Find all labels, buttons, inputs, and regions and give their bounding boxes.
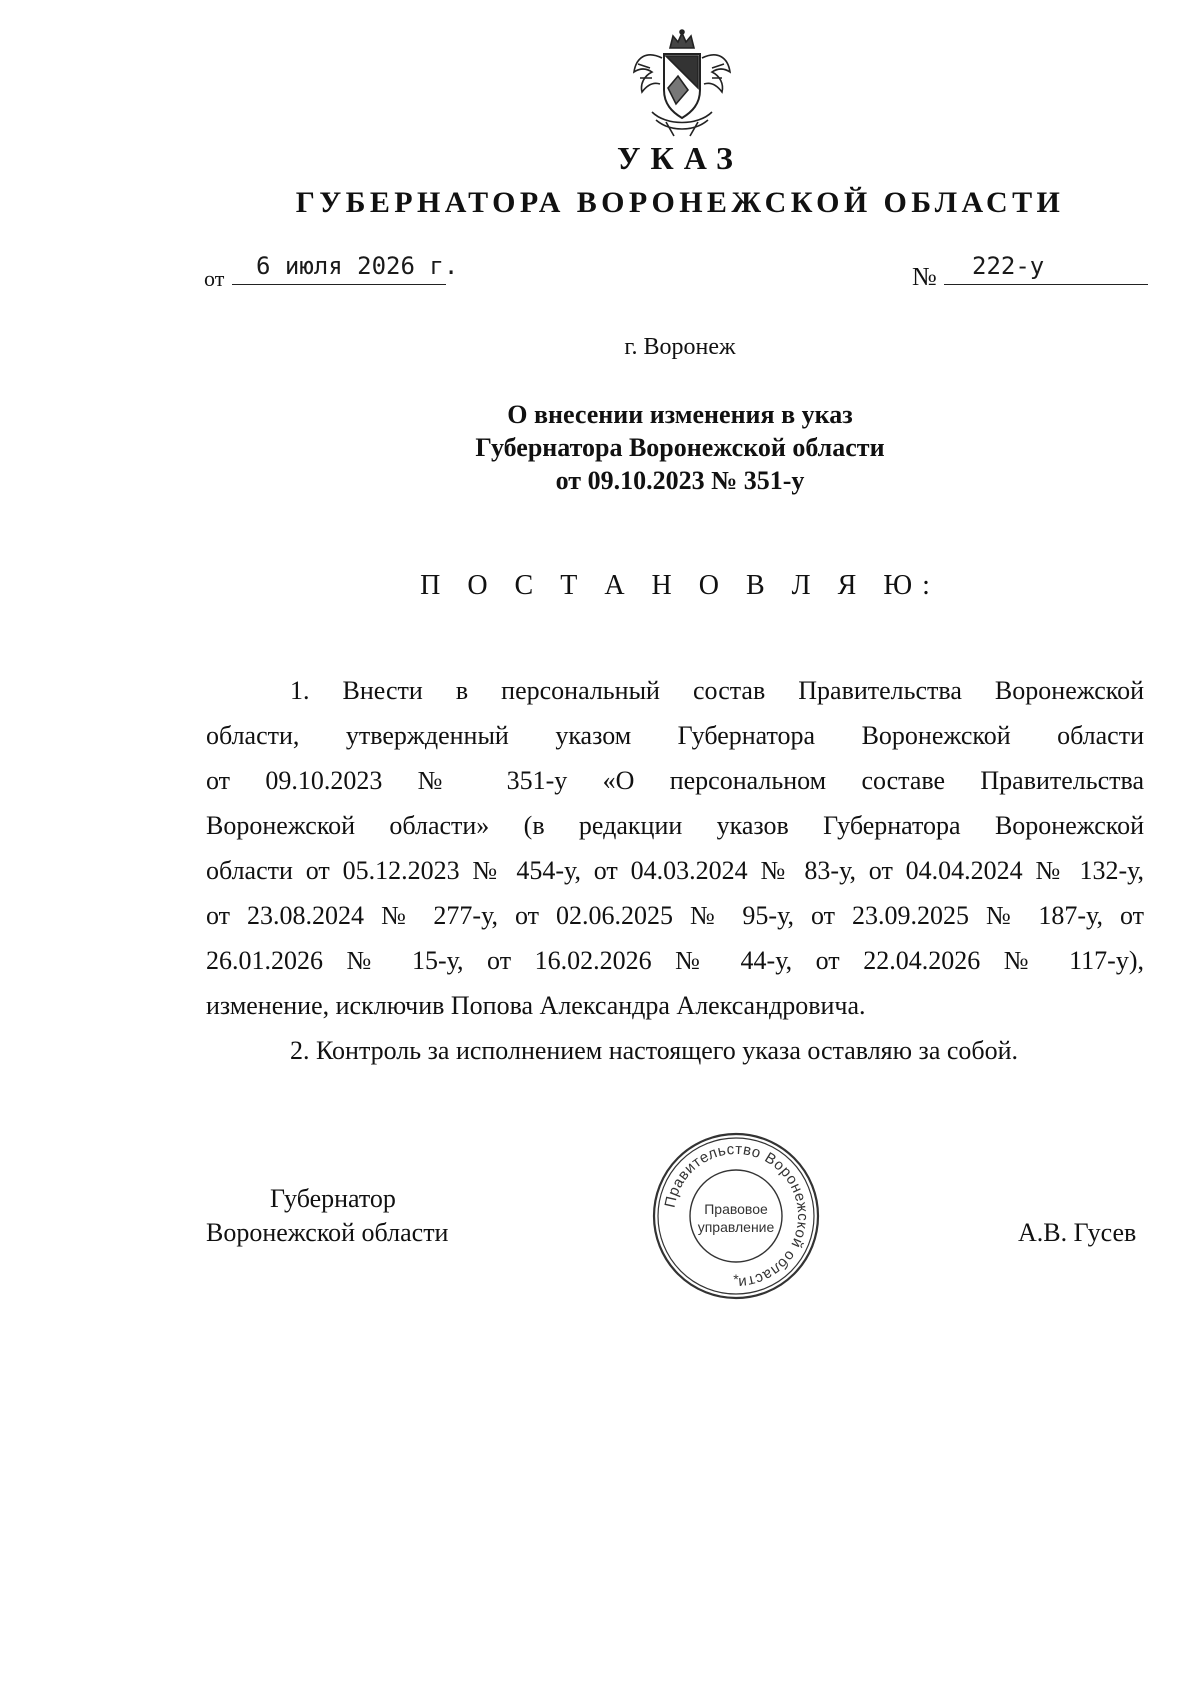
paragraph-line: 1. Внести в персональный состав Правительства Воронежской bbox=[290, 676, 1144, 705]
stamp-star-icon: * bbox=[733, 1271, 739, 1287]
paragraph-line: от 09.10.2023 № 351-у «О персональном составе Правительства bbox=[206, 766, 1144, 795]
number-label: № bbox=[912, 262, 937, 291]
paragraph-2: 2. Контроль за исполнением настоящего указа оставляю за собой. bbox=[290, 1036, 1019, 1065]
position-line-2: Воронежской области bbox=[206, 1218, 449, 1247]
date-value: 6 июля 2026 г. bbox=[256, 252, 459, 280]
subject-line: от 09.10.2023 № 351-у bbox=[555, 466, 805, 495]
city: г. Воронеж bbox=[624, 334, 736, 360]
signatory-position bbox=[206, 1182, 448, 1250]
document-title: УКАЗ bbox=[617, 140, 743, 176]
paragraph-line: Воронежской области» (в редакции указов Губернатора Воронежской bbox=[206, 811, 1144, 840]
coat-of-arms-icon bbox=[626, 28, 738, 140]
date-label: от bbox=[204, 266, 225, 291]
paragraph-line: области от 05.12.2023 № 454-у, от 04.03.2024 № 83-у, от 04.04.2024 № 132-у, bbox=[206, 856, 1144, 885]
stamp-ring-text: Правительство Воронежской области bbox=[661, 1140, 812, 1292]
paragraph-line: от 23.08.2024 № 277-у, от 02.06.2025 № 95-у, от 23.09.2025 № 187-у, от bbox=[206, 901, 1144, 930]
paragraph-line: 26.01.2026 № 15-у, от 16.02.2026 № 44-у, от 22.04.2026 № 117-у), bbox=[206, 946, 1144, 975]
stamp-center-line-1: Правовое bbox=[704, 1201, 768, 1217]
official-stamp bbox=[651, 1131, 821, 1301]
subject-line: О внесении изменения в указ bbox=[507, 400, 853, 429]
stamp-center-line-2: управление bbox=[697, 1219, 775, 1235]
document-subtitle: ГУБЕРНАТОРА ВОРОНЕЖСКОЙ ОБЛАСТИ bbox=[295, 186, 1065, 219]
number-underline bbox=[944, 284, 1148, 285]
signatory-name: А.В. Гусев bbox=[1018, 1218, 1137, 1247]
subject-line: Губернатора Воронежской области bbox=[475, 433, 885, 462]
paragraph-1 bbox=[206, 668, 1144, 1028]
position-line-1: Губернатор bbox=[270, 1184, 396, 1213]
decree-word: П О С Т А Н О В Л Я Ю: bbox=[420, 570, 940, 601]
paragraph-line: изменение, исключив Попова Александра Александровича. bbox=[206, 991, 866, 1020]
number-value: 222-у bbox=[972, 252, 1045, 280]
document-subject bbox=[0, 398, 1200, 497]
paragraph-line: области, утвержденный указом Губернатора Воронежской области bbox=[206, 721, 1144, 750]
date-underline bbox=[232, 284, 446, 285]
